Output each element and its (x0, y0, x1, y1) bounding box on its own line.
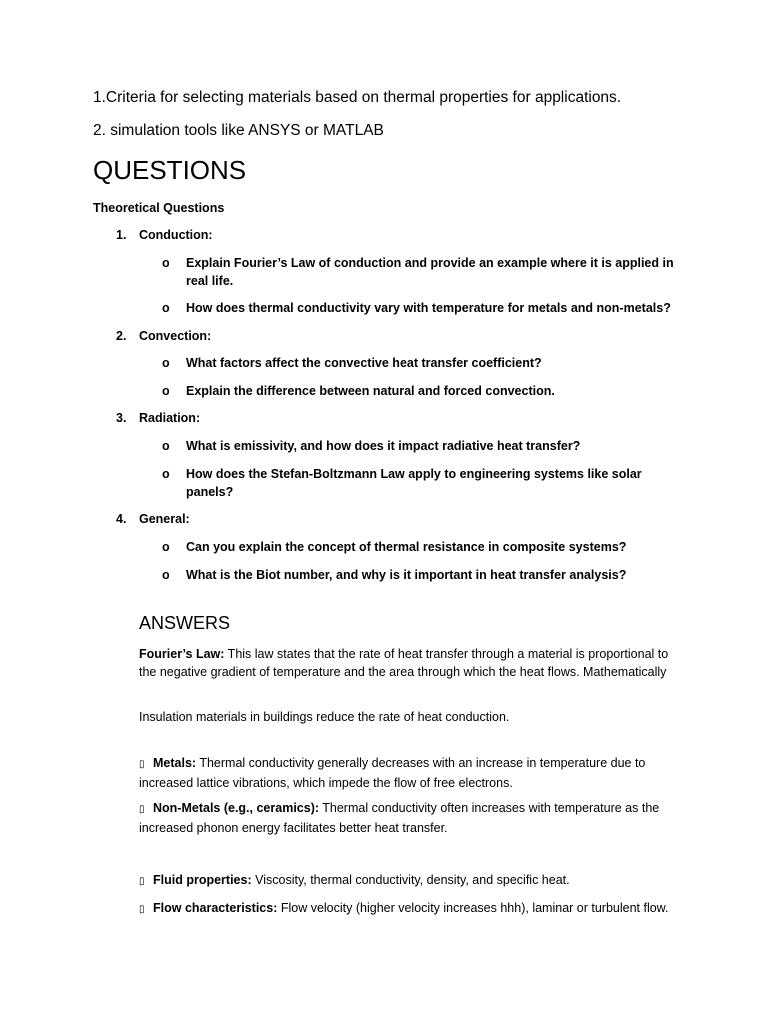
metals-text: Thermal conductivity generally decreases with an increase in temperature due to increased lattice vibrations, which impede the flow of free electrons. (139, 756, 646, 790)
missing-glyph-icon: ▯ (139, 759, 145, 770)
question-text: What factors affect the convective heat transfer coefficient? (186, 356, 542, 370)
topic-number: 1. (116, 228, 127, 242)
question-text: How does the Stefan-Boltzmann Law apply to engineering systems like solar panels? (186, 467, 642, 499)
missing-glyph-icon: ▯ (139, 804, 145, 815)
fourier-text: This law states that the rate of heat transfer through a material is proportional to the negative gradient of temperature and the area through which the heat flows. Mathematically (139, 647, 669, 679)
topic-number: 4. (116, 512, 127, 526)
nonmetals-text: Thermal conductivity often increases with temperature as the increased phonon energy facilitates better heat transfer. (139, 801, 660, 835)
fluid-properties-text: Viscosity, thermal conductivity, density, and specific heat. (251, 873, 570, 887)
fourier-answer-paragraph (139, 645, 679, 681)
intro-line-2: 2. simulation tools like ANSYS or MATLAB (93, 122, 384, 139)
question-text: What is emissivity, and how does it impact radiative heat transfer? (186, 439, 581, 453)
fluid-properties-paragraph (139, 871, 679, 891)
question-bullet: o (162, 439, 170, 453)
nonmetals-label: Non-Metals (e.g., ceramics): (153, 801, 320, 815)
topic-title-conduction: Conduction: (139, 228, 213, 242)
question-bullet: o (162, 568, 170, 582)
question-bullet: o (162, 540, 170, 554)
topic-number: 2. (116, 329, 127, 343)
flow-characteristics-label: Flow characteristics: (153, 901, 278, 915)
question-bullet: o (162, 384, 170, 398)
question-text: Can you explain the concept of thermal resistance in composite systems? (186, 540, 627, 554)
question-bullet: o (162, 356, 170, 370)
insulation-paragraph: Insulation materials in buildings reduce the rate of heat conduction. (139, 710, 510, 724)
question-text: Explain the difference between natural and forced convection. (186, 384, 555, 398)
question-bullet: o (162, 467, 170, 481)
flow-characteristics-text: Flow velocity (higher velocity increases hhh), laminar or turbulent flow. (277, 901, 669, 915)
missing-glyph-icon: ▯ (139, 876, 145, 887)
question-text: Explain Fourier’s Law of conduction and provide an example where it is applied in real life. (186, 256, 674, 288)
fourier-label: Fourier’s Law: (139, 647, 225, 661)
missing-glyph-icon: ▯ (139, 904, 145, 915)
metals-paragraph (139, 754, 679, 792)
intro-line-1: 1.Criteria for selecting materials based on thermal properties for applications. (93, 89, 622, 106)
question-bullet: o (162, 301, 170, 315)
topic-title-general: General: (139, 512, 190, 526)
metals-label: Metals: (153, 756, 197, 770)
questions-heading: QUESTIONS (93, 155, 247, 185)
question-text: How does thermal conductivity vary with temperature for metals and non-metals? (186, 301, 671, 315)
topic-number: 3. (116, 411, 127, 425)
nonmetals-paragraph (139, 799, 679, 837)
topic-title-convection: Convection: (139, 329, 212, 343)
question-text: What is the Biot number, and why is it important in heat transfer analysis? (186, 568, 627, 582)
question-bullet: o (162, 256, 170, 270)
fluid-properties-label: Fluid properties: (153, 873, 252, 887)
topic-title-radiation: Radiation: (139, 411, 201, 425)
answers-heading: ANSWERS (139, 613, 231, 633)
flow-characteristics-paragraph (139, 899, 679, 919)
theoretical-questions-heading: Theoretical Questions (93, 201, 225, 215)
